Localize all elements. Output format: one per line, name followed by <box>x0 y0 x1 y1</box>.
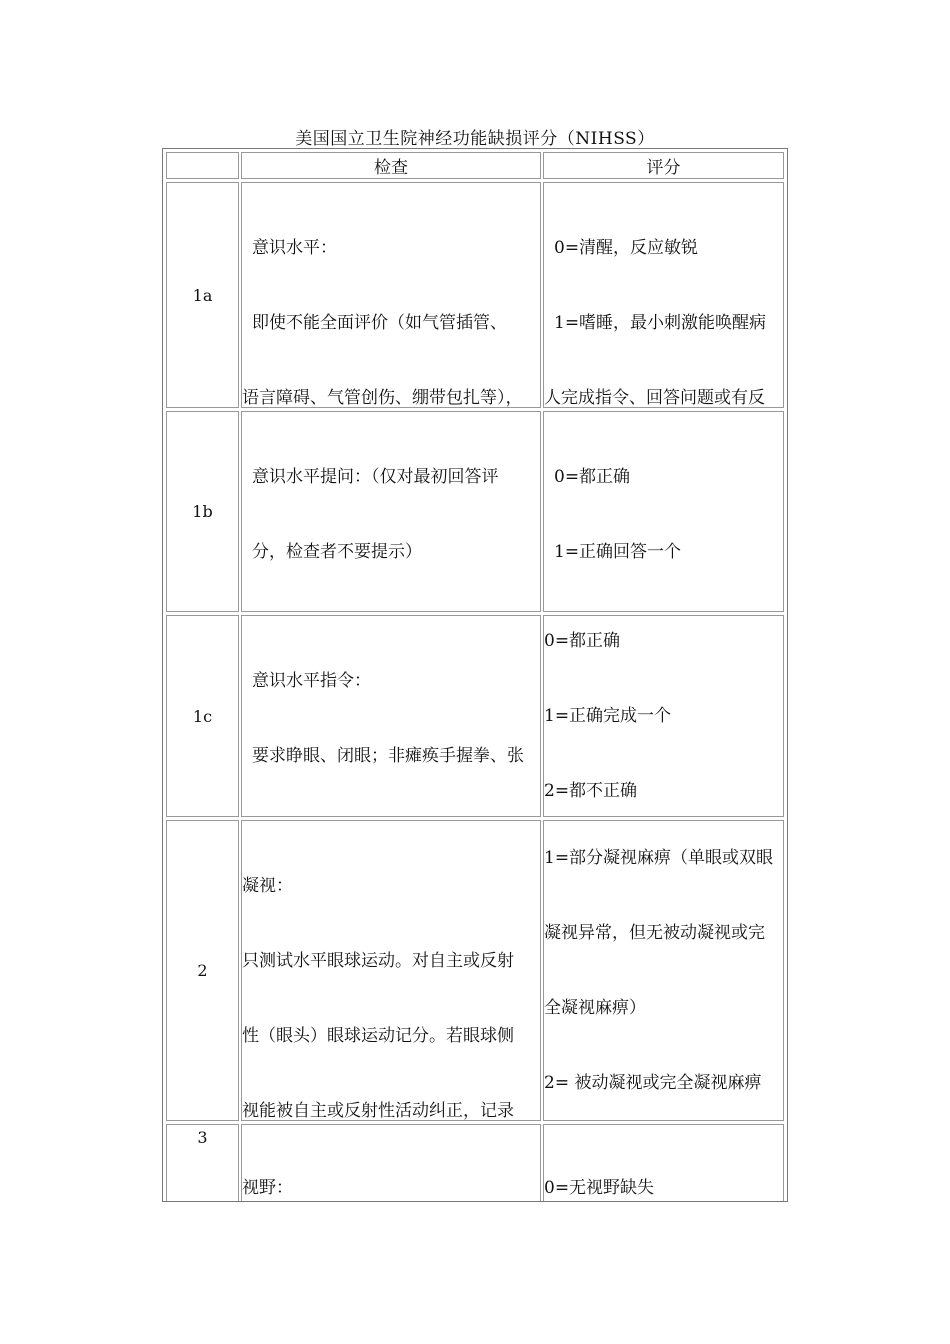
exam-cell <box>241 411 541 612</box>
page-title: 美国国立卫生院神经功能缺损评分（NIHSS） <box>295 129 655 149</box>
score-line: 人完成指令、回答问题或有反 <box>544 388 765 408</box>
score-line: 2= 被动凝视或完全凝视麻痹 <box>544 1072 762 1093</box>
exam-line: 即使不能全面评价（如气管插管、 <box>252 313 507 333</box>
exam-line: 要求睁眼、闭眼；非瘫痪手握拳、张 <box>252 746 524 766</box>
exam-cell <box>241 1124 541 1202</box>
exam-line: 视能被自主或反射性活动纠正，记录 <box>242 1101 514 1121</box>
score-line: 1=嗜睡，最小刺激能唤醒病 <box>554 313 767 333</box>
item-id-cell: 1c <box>166 615 239 817</box>
score-cell <box>543 182 784 408</box>
header-cell-exam: 检查 <box>241 152 541 179</box>
score-line: 凝视异常，但无被动凝视或完 <box>544 922 765 943</box>
exam-line: 意识水平提问：（仅对最初回答评 <box>252 467 499 487</box>
item-id-cell: 2 <box>166 820 239 1121</box>
score-line: 1=部分凝视麻痹（单眼或双眼 <box>544 847 774 868</box>
table-row <box>166 182 784 408</box>
header-cell-score: 评分 <box>543 152 784 179</box>
score-line: 2=都不正确 <box>544 780 638 801</box>
header-cell-item <box>166 152 239 179</box>
exam-line: 意识水平指令： <box>252 671 371 691</box>
table-row <box>166 615 784 817</box>
score-line: 全凝视麻痹） <box>544 997 646 1018</box>
table-row <box>166 1124 784 1202</box>
score-cell <box>543 411 784 612</box>
score-line: 1=正确回答一个 <box>554 542 682 562</box>
exam-line: 语言障碍、气管创伤、绷带包扎等）， <box>242 388 523 408</box>
score-cell <box>543 1124 784 1202</box>
score-line: 0=都正确 <box>554 467 631 487</box>
score-line: 0=清醒，反应敏锐 <box>554 238 699 258</box>
exam-line: 意识水平： <box>252 238 337 258</box>
table-header-row <box>166 152 784 179</box>
exam-line: 分，检查者不要提示） <box>252 542 422 562</box>
exam-cell <box>241 615 541 817</box>
item-id-cell: 1b <box>166 411 239 612</box>
score-line: 0=无视野缺失 <box>544 1178 655 1198</box>
exam-cell <box>241 820 541 1121</box>
score-cell <box>543 615 784 817</box>
nihss-table <box>162 148 788 1202</box>
score-line: 1=正确完成一个 <box>544 705 672 726</box>
item-id-cell: 3 <box>166 1124 239 1202</box>
table-row <box>166 820 784 1121</box>
table-row <box>166 411 784 612</box>
item-id-cell: 1a <box>166 182 239 408</box>
exam-line: 只测试水平眼球运动。对自主或反射 <box>242 951 514 971</box>
exam-cell <box>241 182 541 408</box>
exam-line: 凝视： <box>242 876 293 896</box>
exam-line: 性（眼头）眼球运动记分。若眼球侧 <box>242 1026 514 1046</box>
score-line: 0=都正确 <box>544 630 621 651</box>
score-cell <box>543 820 784 1121</box>
exam-line: 视野： <box>242 1178 293 1198</box>
